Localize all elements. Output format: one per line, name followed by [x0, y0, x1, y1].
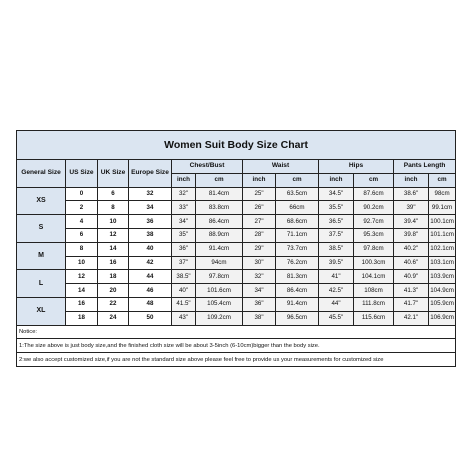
- size-row: [17, 270, 456, 284]
- hips-cm-cell: 87.6cm: [354, 187, 394, 201]
- hips-inch-cell: 39.5": [319, 256, 354, 270]
- header-uk-size: UK Size: [98, 160, 129, 188]
- hips-cm-cell: 92.7cm: [354, 215, 394, 229]
- us-size-cell: 2: [66, 201, 98, 215]
- chest-cm-cell: 94cm: [196, 256, 243, 270]
- chest-cm-cell: 86.4cm: [196, 215, 243, 229]
- pants-inch-cell: 40.2": [394, 242, 429, 256]
- header-chest-bust: Chest/Bust: [172, 160, 243, 174]
- hips-inch-cell: 42.5": [319, 284, 354, 298]
- waist-inch-cell: 29": [243, 242, 276, 256]
- pants-cm-cell: 101.1cm: [429, 228, 456, 242]
- uk-size-cell: 22: [98, 297, 129, 311]
- waist-cm-cell: 76.2cm: [276, 256, 319, 270]
- chest-cm-cell: 81.4cm: [196, 187, 243, 201]
- hips-cm-cell: 97.8cm: [354, 242, 394, 256]
- pants-cm-cell: 99.1cm: [429, 201, 456, 215]
- chest-cm-cell: 83.8cm: [196, 201, 243, 215]
- chest-inch-cell: 34": [172, 215, 196, 229]
- waist-inch-cell: 27": [243, 215, 276, 229]
- hips-cm-cell: 100.3cm: [354, 256, 394, 270]
- pants-inch-cell: 39": [394, 201, 429, 215]
- uk-size-cell: 14: [98, 242, 129, 256]
- hips-cm-cell: 90.2cm: [354, 201, 394, 215]
- pants-inch-cell: 40.6": [394, 256, 429, 270]
- waist-cm-cell: 86.4cm: [276, 284, 319, 298]
- header-hips: Hips: [319, 160, 394, 174]
- pants-cm-cell: 98cm: [429, 187, 456, 201]
- size-row: [17, 297, 456, 311]
- subheader-chest-inch: inch: [172, 173, 196, 187]
- size-row: [17, 311, 456, 325]
- us-size-cell: 16: [66, 297, 98, 311]
- hips-cm-cell: 104.1cm: [354, 270, 394, 284]
- subheader-chest-cm: cm: [196, 173, 243, 187]
- chest-inch-cell: 35": [172, 228, 196, 242]
- hips-cm-cell: 108cm: [354, 284, 394, 298]
- chest-cm-cell: 88.9cm: [196, 228, 243, 242]
- hips-inch-cell: 35.5": [319, 201, 354, 215]
- waist-cm-cell: 68.6cm: [276, 215, 319, 229]
- subheader-hips-cm: cm: [354, 173, 394, 187]
- pants-inch-cell: 41.7": [394, 297, 429, 311]
- size-row: [17, 242, 456, 256]
- europe-size-cell: 38: [129, 228, 172, 242]
- hips-cm-cell: 115.6cm: [354, 311, 394, 325]
- general-size-cell: M: [17, 242, 66, 270]
- chest-cm-cell: 109.2cm: [196, 311, 243, 325]
- us-size-cell: 12: [66, 270, 98, 284]
- europe-size-cell: 42: [129, 256, 172, 270]
- general-size-cell: XL: [17, 297, 66, 325]
- pants-cm-cell: 104.9cm: [429, 284, 456, 298]
- waist-cm-cell: 63.5cm: [276, 187, 319, 201]
- size-row: [17, 187, 456, 201]
- europe-size-cell: 46: [129, 284, 172, 298]
- pants-cm-cell: 106.9cm: [429, 311, 456, 325]
- subheader-hips-inch: inch: [319, 173, 354, 187]
- hips-cm-cell: 111.8cm: [354, 297, 394, 311]
- size-row: [17, 201, 456, 215]
- chest-cm-cell: 101.6cm: [196, 284, 243, 298]
- header-waist: Waist: [243, 160, 319, 174]
- uk-size-cell: 6: [98, 187, 129, 201]
- pants-inch-cell: 41.3": [394, 284, 429, 298]
- europe-size-cell: 40: [129, 242, 172, 256]
- europe-size-cell: 36: [129, 215, 172, 229]
- europe-size-cell: 48: [129, 297, 172, 311]
- pants-inch-cell: 40.9": [394, 270, 429, 284]
- waist-cm-cell: 66cm: [276, 201, 319, 215]
- hips-inch-cell: 41": [319, 270, 354, 284]
- hips-inch-cell: 37.5": [319, 228, 354, 242]
- uk-size-cell: 18: [98, 270, 129, 284]
- pants-inch-cell: 39.8": [394, 228, 429, 242]
- us-size-cell: 8: [66, 242, 98, 256]
- pants-cm-cell: 100.1cm: [429, 215, 456, 229]
- pants-cm-cell: 103.9cm: [429, 270, 456, 284]
- pants-cm-cell: 103.1cm: [429, 256, 456, 270]
- us-size-cell: 4: [66, 215, 98, 229]
- header-us-size: US Size: [66, 160, 98, 188]
- header-general-size: General Size: [17, 160, 66, 188]
- header-pants-length: Pants Length: [394, 160, 456, 174]
- chart-title: Women Suit Body Size Chart: [17, 131, 456, 160]
- header-europe-size: Europe Size: [129, 160, 172, 188]
- hips-inch-cell: 34.5": [319, 187, 354, 201]
- chest-inch-cell: 33": [172, 201, 196, 215]
- waist-inch-cell: 36": [243, 297, 276, 311]
- chest-inch-cell: 36": [172, 242, 196, 256]
- size-row: [17, 256, 456, 270]
- chest-inch-cell: 40": [172, 284, 196, 298]
- waist-cm-cell: 96.5cm: [276, 311, 319, 325]
- size-rows: [17, 187, 456, 325]
- europe-size-cell: 44: [129, 270, 172, 284]
- waist-cm-cell: 73.7cm: [276, 242, 319, 256]
- subheader-waist-inch: inch: [243, 173, 276, 187]
- subheader-pants-inch: inch: [394, 173, 429, 187]
- size-row: [17, 228, 456, 242]
- subheader-pants-cm: cm: [429, 173, 456, 187]
- general-size-cell: XS: [17, 187, 66, 215]
- chest-inch-cell: 37": [172, 256, 196, 270]
- pants-inch-cell: 42.1": [394, 311, 429, 325]
- general-size-cell: L: [17, 270, 66, 298]
- notice-line-1: 1:The size above is just body size,and the finished cloth size will be about 3-5inch (6-10cm)bigger than the body size.: [17, 339, 456, 353]
- chest-inch-cell: 38.5": [172, 270, 196, 284]
- uk-size-cell: 10: [98, 215, 129, 229]
- waist-cm-cell: 71.1cm: [276, 228, 319, 242]
- us-size-cell: 14: [66, 284, 98, 298]
- waist-inch-cell: 30": [243, 256, 276, 270]
- uk-size-cell: 20: [98, 284, 129, 298]
- size-chart: [16, 130, 455, 367]
- size-row: [17, 284, 456, 298]
- chest-inch-cell: 32": [172, 187, 196, 201]
- europe-size-cell: 50: [129, 311, 172, 325]
- hips-inch-cell: 36.5": [319, 215, 354, 229]
- waist-inch-cell: 38": [243, 311, 276, 325]
- pants-inch-cell: 39.4": [394, 215, 429, 229]
- pants-inch-cell: 38.6": [394, 187, 429, 201]
- chest-cm-cell: 97.8cm: [196, 270, 243, 284]
- waist-cm-cell: 91.4cm: [276, 297, 319, 311]
- europe-size-cell: 32: [129, 187, 172, 201]
- waist-inch-cell: 26": [243, 201, 276, 215]
- hips-cm-cell: 95.3cm: [354, 228, 394, 242]
- pants-cm-cell: 105.9cm: [429, 297, 456, 311]
- waist-inch-cell: 34": [243, 284, 276, 298]
- europe-size-cell: 34: [129, 201, 172, 215]
- hips-inch-cell: 38.5": [319, 242, 354, 256]
- uk-size-cell: 16: [98, 256, 129, 270]
- waist-inch-cell: 25": [243, 187, 276, 201]
- chest-cm-cell: 105.4cm: [196, 297, 243, 311]
- size-row: [17, 215, 456, 229]
- size-chart-table: [16, 130, 456, 367]
- us-size-cell: 0: [66, 187, 98, 201]
- uk-size-cell: 8: [98, 201, 129, 215]
- waist-cm-cell: 81.3cm: [276, 270, 319, 284]
- uk-size-cell: 12: [98, 228, 129, 242]
- subheader-waist-cm: cm: [276, 173, 319, 187]
- uk-size-cell: 24: [98, 311, 129, 325]
- waist-inch-cell: 28": [243, 228, 276, 242]
- notice-line-2: 2:we also accept customized size,if you are not the standard size above please feel free to provide us your measurements for customized size: [17, 353, 456, 367]
- chest-cm-cell: 91.4cm: [196, 242, 243, 256]
- notice-label: Notice:: [17, 325, 456, 339]
- chest-inch-cell: 41.5": [172, 297, 196, 311]
- us-size-cell: 6: [66, 228, 98, 242]
- waist-inch-cell: 32": [243, 270, 276, 284]
- hips-inch-cell: 45.5": [319, 311, 354, 325]
- pants-cm-cell: 102.1cm: [429, 242, 456, 256]
- hips-inch-cell: 44": [319, 297, 354, 311]
- chest-inch-cell: 43": [172, 311, 196, 325]
- us-size-cell: 10: [66, 256, 98, 270]
- us-size-cell: 18: [66, 311, 98, 325]
- general-size-cell: S: [17, 215, 66, 243]
